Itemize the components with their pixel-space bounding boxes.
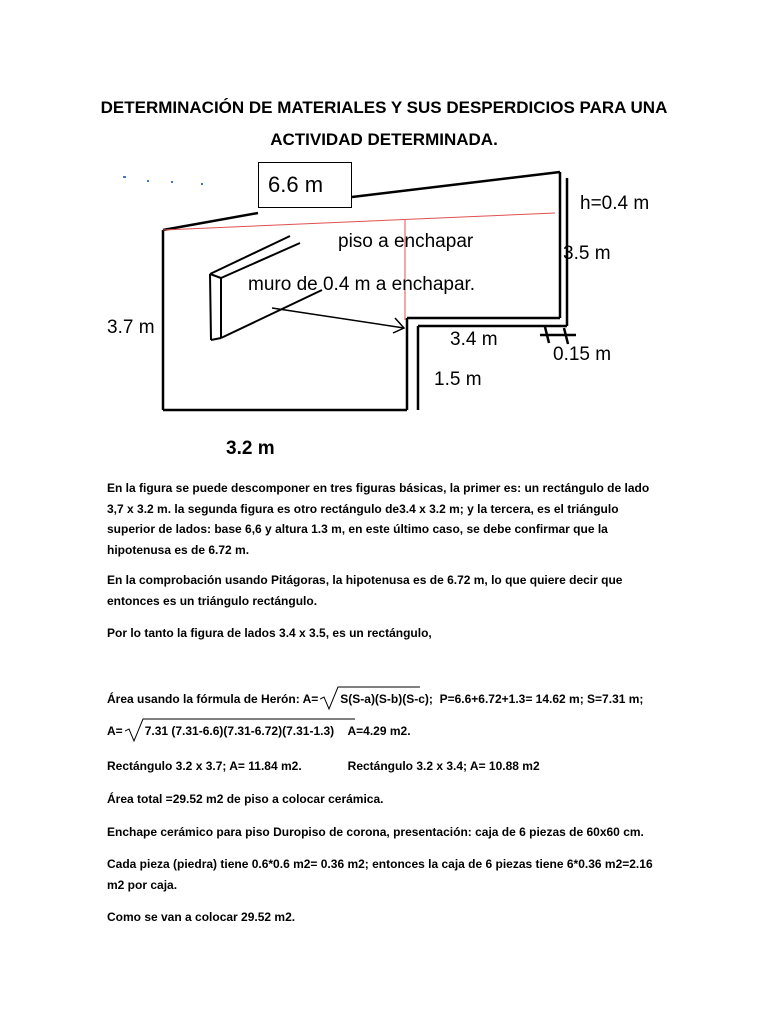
heron-radicand: S(S-a)(S-b)(S-c); bbox=[340, 692, 433, 706]
title-line-2: ACTIVIDAD DETERMINADA. bbox=[270, 130, 498, 149]
notch-height-label: 1.5 m bbox=[434, 369, 482, 390]
floor-plan-sketch bbox=[0, 160, 768, 440]
floor-label: piso a enchapar bbox=[338, 231, 474, 252]
area-prefix: A= bbox=[107, 724, 123, 738]
left-height-label: 3.7 m bbox=[107, 317, 155, 338]
heron-suffix: P=6.6+6.72+1.3= 14.62 m; S=7.31 m; bbox=[439, 692, 644, 706]
right-height-label: h=0.4 m bbox=[580, 193, 650, 214]
paragraph-decomposition: En la figura se puede descomponer en tres figuras básicas, la primer es: un rectángulo de lado 3,7 x 3.2 m. la segunda figura es otro rectángulo de3.4 x 3.2 m; y la tercera, es el triángulo superior de lados: base 6,6 y altura 1.3 m, en este último caso, se debe confirmar que la hipotenusa es de 6.72 m. bbox=[107, 481, 650, 557]
notch-width-label: 3.4 m bbox=[450, 329, 498, 350]
paragraph-total: Área total =29.52 m2 de piso a colocar cerámica. bbox=[107, 792, 384, 806]
wall-label: muro de 0.4 m a enchapar. bbox=[248, 274, 476, 295]
arrow-to-wall bbox=[272, 308, 404, 333]
wall-thickness-label: 0.15 m bbox=[553, 344, 612, 365]
area-result: A=4.29 m2. bbox=[347, 724, 411, 738]
area-formula-line bbox=[107, 721, 665, 742]
paragraph-rectangle: Por lo tanto la figura de lados 3.4 x 3.5, es un rectángulo, bbox=[107, 626, 432, 640]
sqrt-symbol bbox=[320, 689, 433, 710]
rectangles-line bbox=[107, 756, 665, 777]
top-length-label: 6.6 m bbox=[258, 162, 352, 208]
rect2-area: Rectángulo 3.2 x 3.4; A= 10.88 m2 bbox=[347, 759, 540, 773]
rect1-area: Rectángulo 3.2 x 3.7; A= 11.84 m2. bbox=[107, 759, 302, 773]
paragraph-enchape: Enchape cerámico para piso Duropiso de corona, presentación: caja de 6 piezas de 60x60 cm. bbox=[107, 825, 644, 839]
heron-prefix: Área usando la fórmula de Herón: A= bbox=[107, 692, 319, 706]
heron-formula-line bbox=[107, 689, 665, 710]
right-side-label: 3.5 m bbox=[563, 243, 611, 264]
document-title bbox=[70, 92, 698, 156]
base-width-label: 3.2 m bbox=[226, 438, 275, 459]
paragraph-pieza: Cada pieza (piedra) tiene 0.6*0.6 m2= 0.36 m2; entonces la caja de 6 piezas tiene 6*0.36 m2=2.16 m2 por caja. bbox=[107, 857, 653, 892]
title-line-1: DETERMINACIÓN DE MATERIALES Y SUS DESPERDICIOS PARA UNA bbox=[100, 98, 668, 117]
sqrt-symbol bbox=[125, 721, 334, 742]
paragraph-pythagoras: En la comprobación usando Pitágoras, la hipotenusa es de 6.72 m, lo que quiere decir que entonces es un triángulo rectángulo. bbox=[107, 573, 623, 608]
paragraph-colocar: Como se van a colocar 29.52 m2. bbox=[107, 910, 296, 924]
area-radicand: 7.31 (7.31-6.6)(7.31-6.72)(7.31-1.3) bbox=[144, 724, 335, 738]
blue-dots bbox=[123, 176, 203, 185]
